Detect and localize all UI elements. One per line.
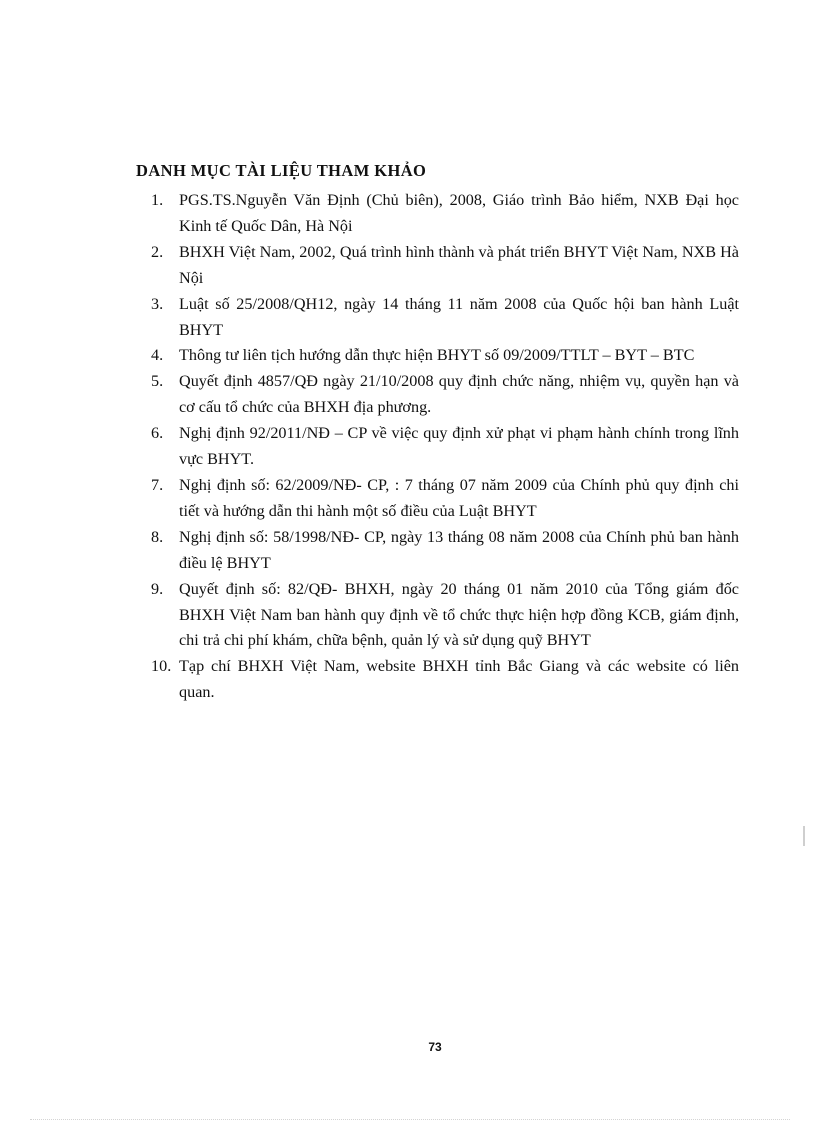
reference-item <box>151 240 739 292</box>
reference-item <box>151 525 739 577</box>
reference-number: 4. <box>151 346 164 365</box>
reference-number: 2. <box>151 242 164 261</box>
reference-number: 5. <box>151 372 164 391</box>
reference-text: Tạp chí BHXH Việt Nam, website BHXH tỉnh Bắc Giang và các website có liên quan. <box>179 657 739 702</box>
reference-list <box>151 188 739 706</box>
reference-item <box>151 343 739 369</box>
reference-item <box>151 473 739 525</box>
reference-text: Thông tư liên tịch hướng dẫn thực hiện BHYT số 09/2009/TTLT – BYT – BTC <box>179 346 695 365</box>
reference-number: 10. <box>151 657 172 676</box>
reference-text: Luật số 25/2008/QH12, ngày 14 tháng 11 năm 2008 của Quốc hội ban hành Luật BHYT <box>179 294 739 339</box>
reference-item <box>151 369 739 421</box>
reference-number: 1. <box>151 191 164 209</box>
reference-text: Nghị định số: 62/2009/NĐ- CP, : 7 tháng 07 năm 2009 của Chính phủ quy định chi tiết và hướng dẫn thi hành một số điều của Luật BHYT <box>179 475 739 520</box>
reference-number: 6. <box>151 424 164 443</box>
reference-text: Nghị định 92/2011/NĐ – CP về việc quy định xử phạt vi phạm hành chính trong lĩnh vực BHYT. <box>179 424 739 469</box>
reference-text: Quyết định 4857/QĐ ngày 21/10/2008 quy định chức năng, nhiệm vụ, quyền hạn và cơ cấu tổ chức của BHXH địa phương. <box>179 372 739 417</box>
reference-text: PGS.TS.Nguyễn Văn Định (Chủ biên), 2008, Giáo trình Bảo hiểm, NXB Đại học Kinh tế Quốc Dân, Hà Nội <box>179 191 739 235</box>
reference-number: 9. <box>151 579 164 598</box>
reference-item <box>151 188 739 240</box>
page-bottom-divider <box>30 1119 790 1120</box>
reference-text: Nghị định số: 58/1998/NĐ- CP, ngày 13 tháng 08 năm 2008 của Chính phủ ban hành điều lệ BHYT <box>179 527 739 572</box>
reference-number: 8. <box>151 527 164 546</box>
reference-item <box>151 421 739 473</box>
reference-number: 3. <box>151 294 164 313</box>
reference-text: Quyết định số: 82/QĐ- BHXH, ngày 20 tháng 01 năm 2010 của Tổng giám đốc BHXH Việt Nam ban hành quy định về tổ chức thực hiện hợp đồng KCB, giám định, chi trả chi phí khám, chữa bệnh, quản lý và sử dụng quỹ BHYT <box>179 579 739 650</box>
reference-item <box>151 292 739 344</box>
reference-number: 7. <box>151 475 164 494</box>
reference-text: BHXH Việt Nam, 2002, Quá trình hình thành và phát triển BHYT Việt Nam, NXB Hà Nội <box>179 242 739 287</box>
references-heading: DANH MỤC TÀI LIỆU THAM KHẢO <box>136 161 427 180</box>
page-number: 73 <box>428 1040 442 1054</box>
reference-item <box>151 654 739 706</box>
margin-mark <box>803 826 805 846</box>
reference-item <box>151 577 739 655</box>
